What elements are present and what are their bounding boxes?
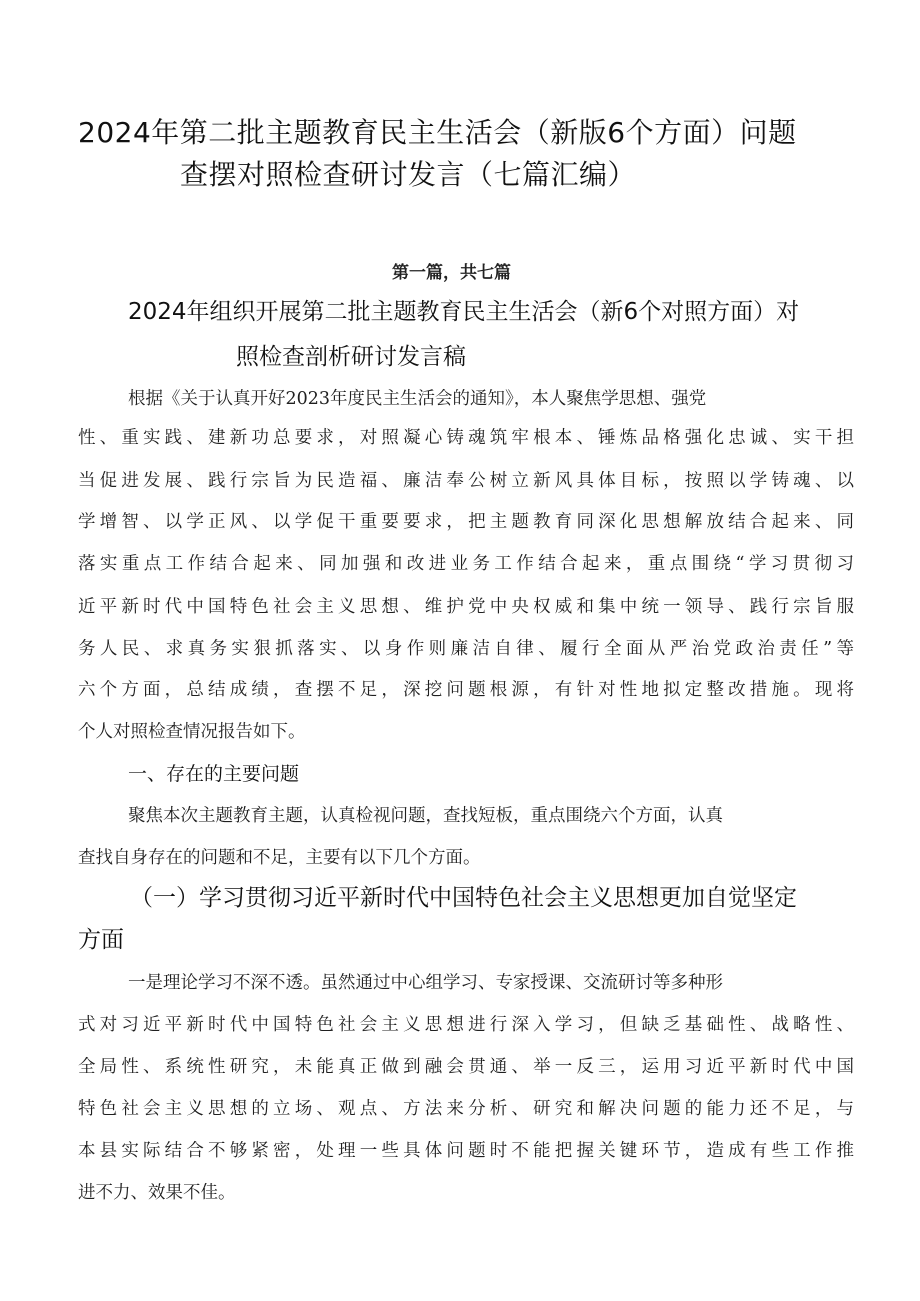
subsection-heading-line-1: （一）学习贯彻习近平新时代中国特色社会主义思想更加自觉坚定 <box>130 885 797 911</box>
intro-line: 个人对照检查情况报告如下。 <box>78 722 306 742</box>
section-line: 聚焦本次主题教育主题，认真检视问题，查找短板，重点围绕六个方面，认真 <box>128 806 723 826</box>
intro-line: 落实重点工作结合起来、同加强和改进业务工作结合起来，重点围绕“学习贯彻习 <box>78 554 854 574</box>
intro-line: 近平新时代中国特色社会主义思想、维护党中央权威和集中统一领导、践行宗旨服 <box>78 597 854 617</box>
part-label: 第一篇，共七篇 <box>392 263 511 283</box>
section-heading: 一、存在的主要问题 <box>128 763 300 785</box>
point-line: 进不力、效果不佳。 <box>78 1183 236 1203</box>
point-line: 式对习近平新时代中国特色社会主义思想进行深入学习，但缺乏基础性、战略性、 <box>78 1015 854 1035</box>
point-line: 特色社会主义思想的立场、观点、方法来分析、研究和解决问题的能力还不足，与 <box>78 1099 854 1119</box>
point-line: 全局性、系统性研究，未能真正做到融会贯通、举一反三，运用习近平新时代中国 <box>78 1057 854 1077</box>
subsection-heading-line-2: 方面 <box>78 927 124 953</box>
document-title-line-2: 查摆对照检查研讨发言（七篇汇编） <box>180 158 637 191</box>
intro-line: 性、重实践、建新功总要求，对照凝心铸魂筑牢根本、锤炼品格强化忠诚、实干担 <box>78 428 854 448</box>
intro-line: 根据《关于认真开好2023年度民主生活会的通知》，本人聚焦学思想、强党 <box>128 389 707 409</box>
article-title-line-2: 照检查剖析研讨发言稿 <box>236 344 466 370</box>
point-line: 本县实际结合不够紧密，处理一些具体问题时不能把握关键环节，造成有些工作推 <box>78 1141 854 1161</box>
intro-line: 学增智、以学正风、以学促干重要要求，把主题教育同深化思想解放结合起来、同 <box>78 512 854 532</box>
section-line: 查找自身存在的问题和不足，主要有以下几个方面。 <box>78 848 481 868</box>
intro-line: 六个方面，总结成绩，查摆不足，深挖问题根源，有针对性地拟定整改措施。现将 <box>78 680 854 700</box>
intro-line: 务人民、求真务实狠抓落实、以身作则廉洁自律、履行全面从严治党政治责任”等 <box>78 639 854 659</box>
point-line: 一是理论学习不深不透。虽然通过中心组学习、专家授课、交流研讨等多种形 <box>128 973 723 993</box>
article-title-line-1: 2024年组织开展第二批主题教育民主生活会（新6个对照方面）对 <box>128 299 800 325</box>
intro-line: 当促进发展、践行宗旨为民造福、廉洁奉公树立新风具体目标，按照以学铸魂、以 <box>78 471 854 491</box>
document-title-line-1: 2024年第二批主题教育民主生活会（新版6个方面）问题 <box>78 116 797 149</box>
